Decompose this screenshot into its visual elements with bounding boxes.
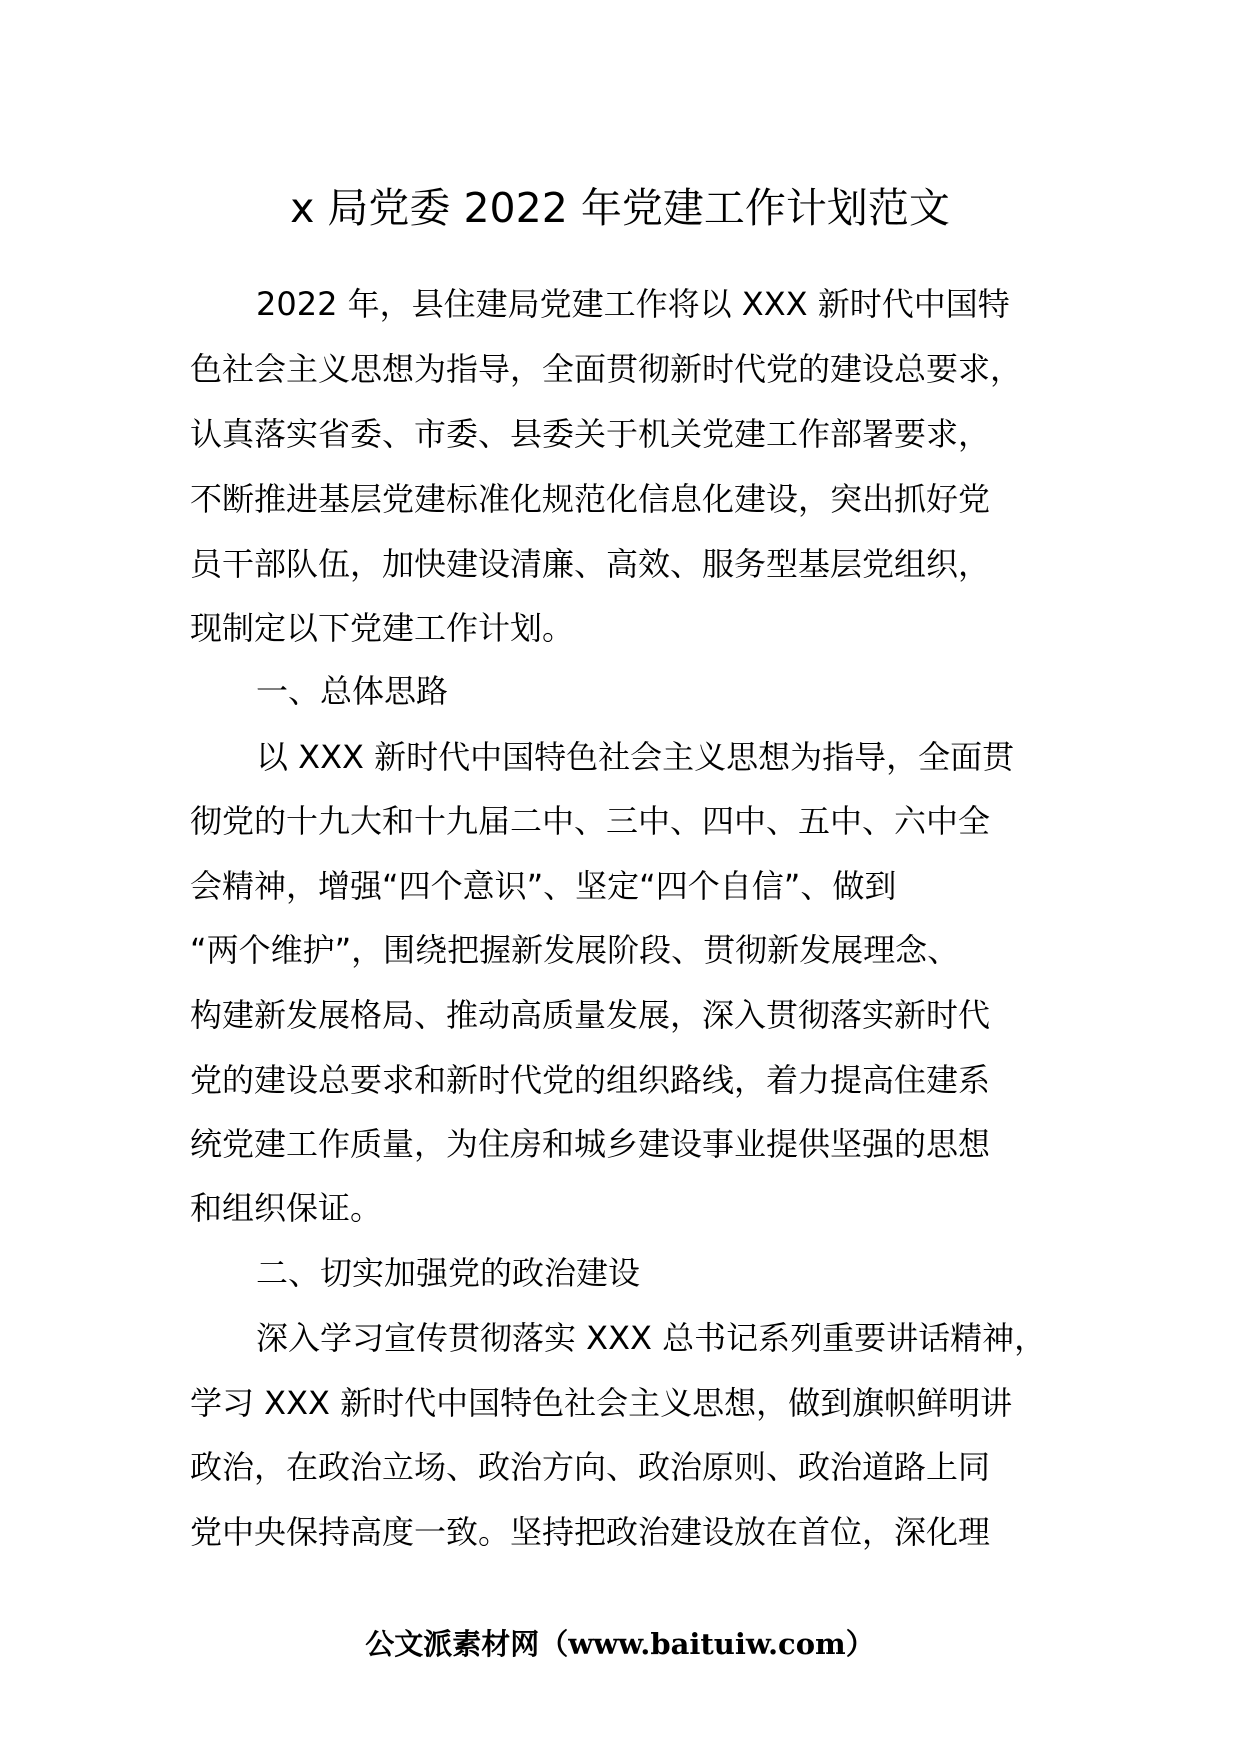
paragraph-line: 深入学习宣传贯彻落实 XXX 总书记系列重要讲话精神， xyxy=(256,1319,1047,1357)
paragraph-line: 色社会主义思想为指导，全面贯彻新时代党的建设总要求， xyxy=(190,350,1023,388)
paragraph-line: 不断推进基层党建标准化规范化信息化建设，突出抓好党 xyxy=(190,480,991,518)
paragraph-line: 认真落实省委、市委、县委关于机关党建工作部署要求， xyxy=(190,415,991,453)
paragraph-line: 构建新发展格局、推动高质量发展，深入贯彻落实新时代 xyxy=(190,996,991,1034)
paragraph-line: “两个维护”，围绕把握新发展阶段、贯彻新发展理念、 xyxy=(190,931,960,969)
paragraph-line: 党中央保持高度一致。坚持把政治建设放在首位，深化理 xyxy=(190,1513,991,1551)
document-title: x 局党委 2022 年党建工作计划范文 xyxy=(290,184,950,232)
paragraph-line: 2022 年，县住建局党建工作将以 XXX 新时代中国特 xyxy=(256,285,1010,323)
paragraph-line: 以 XXX 新时代中国特色社会主义思想为指导，全面贯 xyxy=(256,738,1015,776)
section-heading: 二、切实加强党的政治建设 xyxy=(256,1254,641,1292)
paragraph-line: 学习 XXX 新时代中国特色社会主义思想，做到旗帜鲜明讲 xyxy=(190,1384,1013,1422)
paragraph-line: 现制定以下党建工作计划。 xyxy=(190,609,575,647)
paragraph-line: 党的建设总要求和新时代党的组织路线，着力提高住建系 xyxy=(190,1061,991,1099)
paragraph-line: 统党建工作质量，为住房和城乡建设事业提供坚强的思想 xyxy=(190,1125,991,1163)
section-heading: 一、总体思路 xyxy=(256,672,449,710)
footer-watermark-text: 公文派素材网（www.baituiw.com） xyxy=(365,1627,875,1661)
paragraph-line: 会精神，增强“四个意识”、坚定“四个自信”、做到 xyxy=(190,867,897,905)
paragraph-line: 员干部队伍，加快建设清廉、高效、服务型基层党组织， xyxy=(190,545,991,583)
paragraph-line: 和组织保证。 xyxy=(190,1189,383,1227)
paragraph-line: 政治，在政治立场、政治方向、政治原则、政治道路上同 xyxy=(190,1448,991,1486)
paragraph-line: 彻党的十九大和十九届二中、三中、四中、五中、六中全 xyxy=(190,802,991,840)
